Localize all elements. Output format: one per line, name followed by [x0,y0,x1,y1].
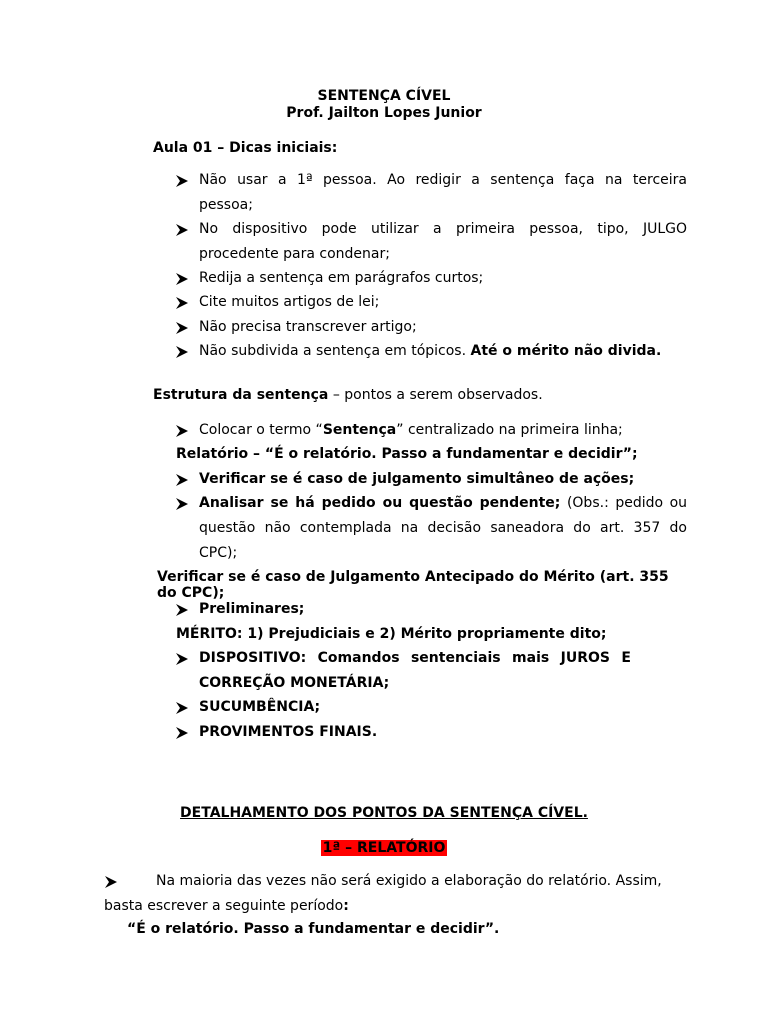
arrowhead-bullet-icon [175,424,191,438]
arrowhead-bullet-icon [175,726,191,740]
arrowhead-bullet-icon [175,345,191,359]
detalhamento-heading: DETALHAMENTO DOS PONTOS DA SENTENÇA CÍVEL. [180,805,588,821]
paragraph-text: basta escrever a seguinte período [104,898,344,914]
list-item-continuation: procedente para condenar; [199,246,390,262]
list-item: Não precisa transcrever artigo; [199,319,417,335]
document-title: SENTENÇA CÍVEL [317,88,451,104]
list-item [199,342,661,360]
list-item-text: Colocar o termo “ [199,422,323,438]
list-item [199,494,687,512]
list-item-text: (Obs.: pedido ou [566,495,688,511]
list-item-continuation: questão não contemplada na decisão saneadora do art. 357 do [199,520,687,536]
paragraph-line [104,897,349,915]
list-item: PROVIMENTOS FINAIS. [199,724,378,740]
relatorio-quote: “É o relatório. Passo a fundamentar e decidir”. [127,921,500,937]
arrowhead-bullet-icon [175,272,191,286]
list-item-text: Não subdivida a sentença em tópicos. [199,343,471,359]
list-item: Verificar se é caso de julgamento simultâneo de ações; [199,471,635,487]
list-item: Não usar a 1ª pessoa. Ao redigir a sentença faça na terceira [199,172,687,188]
list-item-continuation: CPC); [199,545,238,561]
arrowhead-bullet-icon [104,875,120,889]
list-item: Cite muitos artigos de lei; [199,294,380,310]
aula-heading: Aula 01 – Dicas iniciais: [153,140,338,156]
arrowhead-bullet-icon [175,296,191,310]
section-heading: 1ª – RELATÓRIO [322,840,446,856]
arrowhead-bullet-icon [175,652,191,666]
list-item [199,421,623,439]
arrowhead-bullet-icon [175,174,191,188]
list-item-emphasis: Sentença [322,422,397,438]
paragraph-emphasis: : [343,898,349,914]
estrutura-heading [153,386,543,404]
arrowhead-bullet-icon [175,603,191,617]
list-item-emphasis: Até o mérito não divida. [470,343,662,359]
arrowhead-bullet-icon [175,701,191,715]
list-item-text: ” centralizado na primeira linha; [396,422,623,438]
paragraph-line: Na maioria das vezes não será exigido a elaboração do relatório. Assim, [156,873,662,889]
arrowhead-bullet-icon [175,473,191,487]
list-item: Redija a sentença em parágrafos curtos; [199,270,484,286]
document-author: Prof. Jailton Lopes Junior [286,105,482,121]
section-heading-wrap [0,839,768,857]
antecipado-line: Verificar se é caso de Julgamento Antecipado do Mérito (art. 355 [157,569,669,585]
estrutura-heading-bold: Estrutura da sentença [153,387,329,403]
arrowhead-bullet-icon [175,497,191,511]
arrowhead-bullet-icon [175,223,191,237]
list-item-continuation: pessoa; [199,197,253,213]
list-item-emphasis: Analisar se há pedido ou questão pendente; [199,495,561,511]
relatorio-line: Relatório – “É o relatório. Passo a fundamentar e decidir”; [176,446,638,462]
list-item: No dispositivo pode utilizar a primeira pessoa, tipo, JULGO [199,221,687,237]
antecipado-line: do CPC); [157,585,225,601]
list-item: SUCUMBÊNCIA; [199,699,321,715]
list-item-continuation: CORREÇÃO MONETÁRIA; [199,675,390,691]
list-item: Preliminares; [199,601,305,617]
list-item: DISPOSITIVO: Comandos sentenciais mais JUROS E [199,650,631,666]
arrowhead-bullet-icon [175,321,191,335]
estrutura-heading-rest: – pontos a serem observados. [328,387,543,403]
merito-line: MÉRITO: 1) Prejudiciais e 2) Mérito propriamente dito; [176,626,607,642]
